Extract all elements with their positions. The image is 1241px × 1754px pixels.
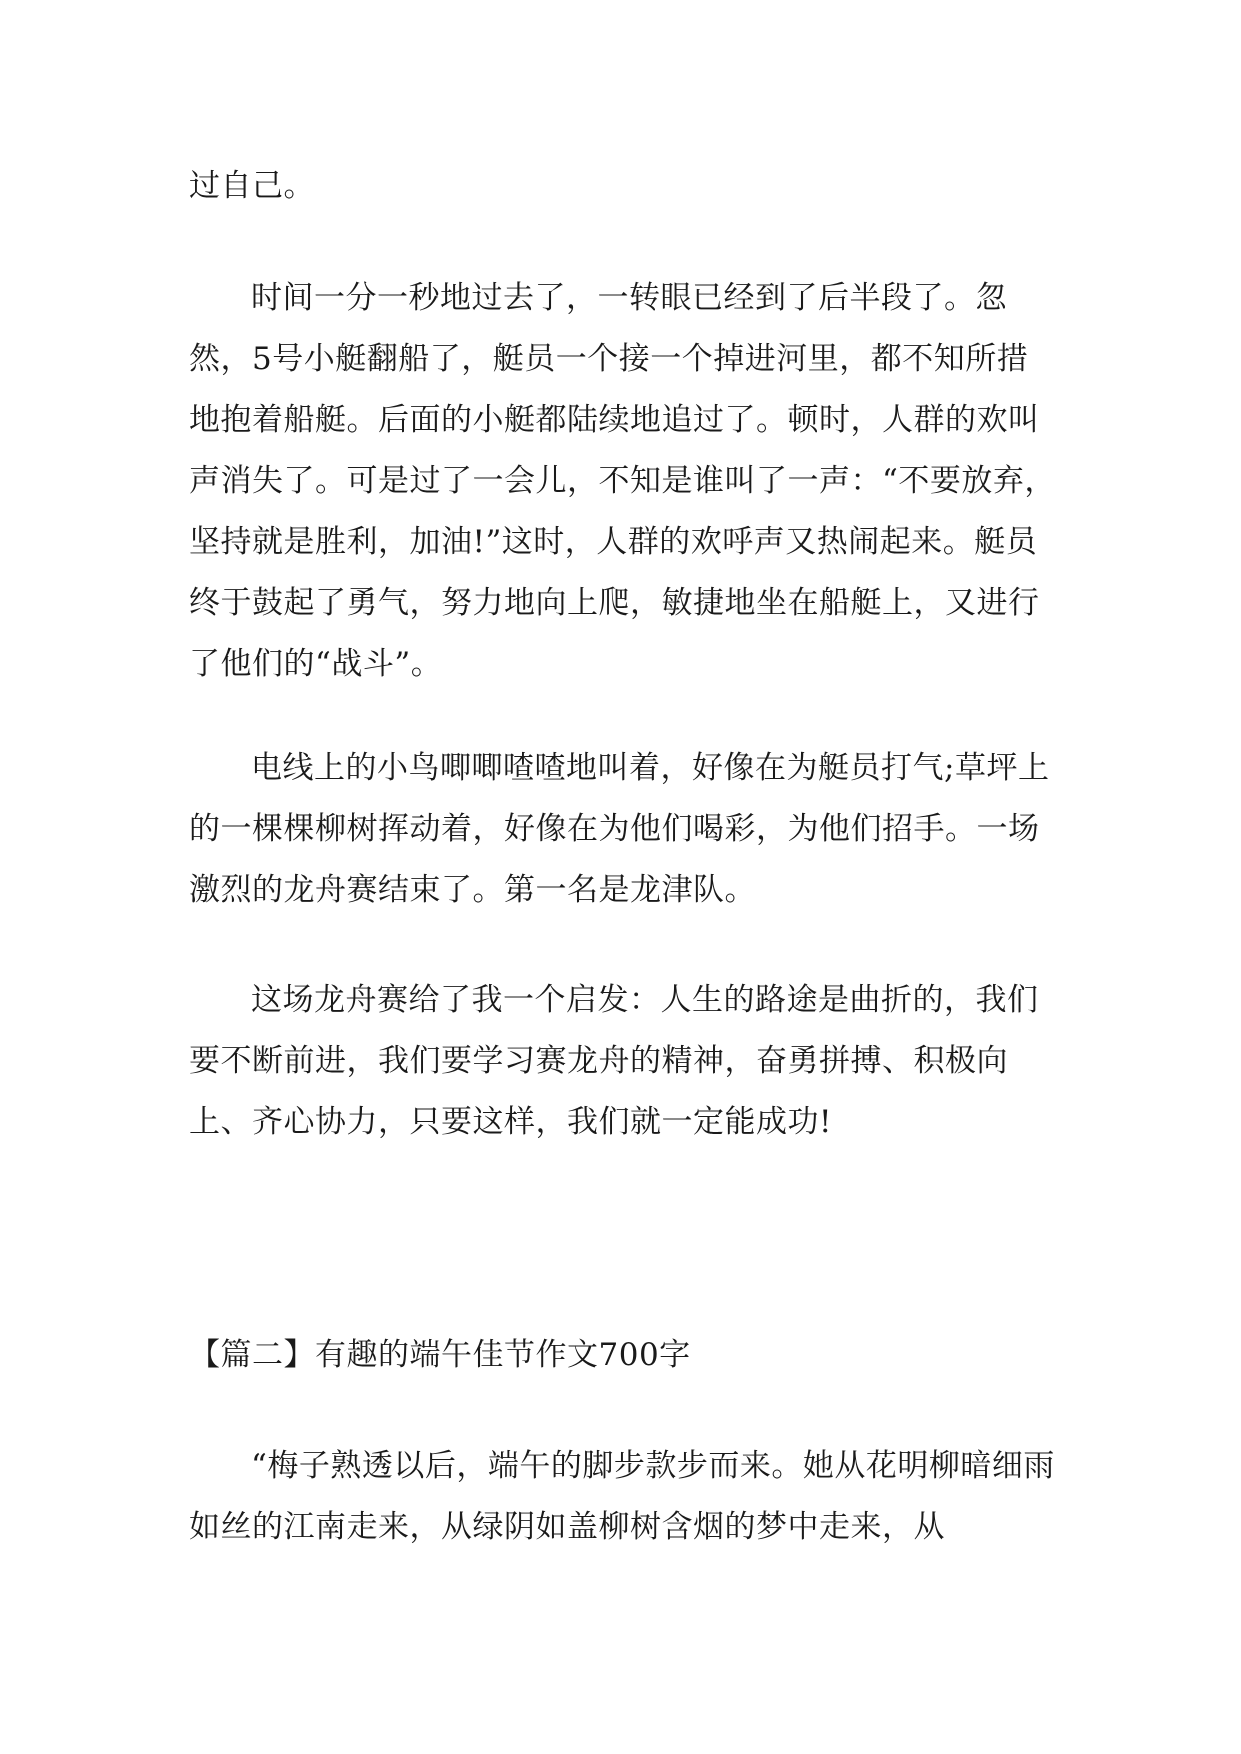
paragraph-birds: 电线上的小鸟唧唧喳喳地叫着，好像在为艇员打气;草坪上的一棵棵柳树挥动着，好像在为他们喝彩，为他们招手。一场激烈的龙舟赛结束了。第一名是龙津队。 [189,750,1050,908]
paragraph-continuation: 过自己。 [189,168,315,204]
paragraph-lesson: 这场龙舟赛给了我一个启发：人生的路途是曲折的，我们要不断前进，我们要学习赛龙舟的精神，奋勇拼搏、积极向上、齐心协力，只要这样，我们就一定能成功! [189,982,1039,1140]
paragraph-capsize: 时间一分一秒地过去了，一转眼已经到了后半段了。忽然，5号小艇翻船了，艇员一个接一个掉进河里，都不知所措地抱着船艇。后面的小艇都陆续地追过了。顿时，人群的欢叫声消失了。可是过了一会儿，不知是谁叫了一声：“不要放弃，坚持就是胜利，加油!”这时，人群的欢呼声又热闹起来。艇员终于鼓起了勇气，努力地向上爬，敏捷地坐在船艇上，又进行了他们的“战斗”。 [189,280,1056,682]
paragraph-plum: “梅子熟透以后，端午的脚步款步而来。她从花明柳暗细雨如丝的江南走来，从绿阴如盖柳树含烟的梦中走来，从 [189,1448,1055,1545]
section-heading: 【篇二】有趣的端午佳节作文700字 [189,1337,691,1373]
